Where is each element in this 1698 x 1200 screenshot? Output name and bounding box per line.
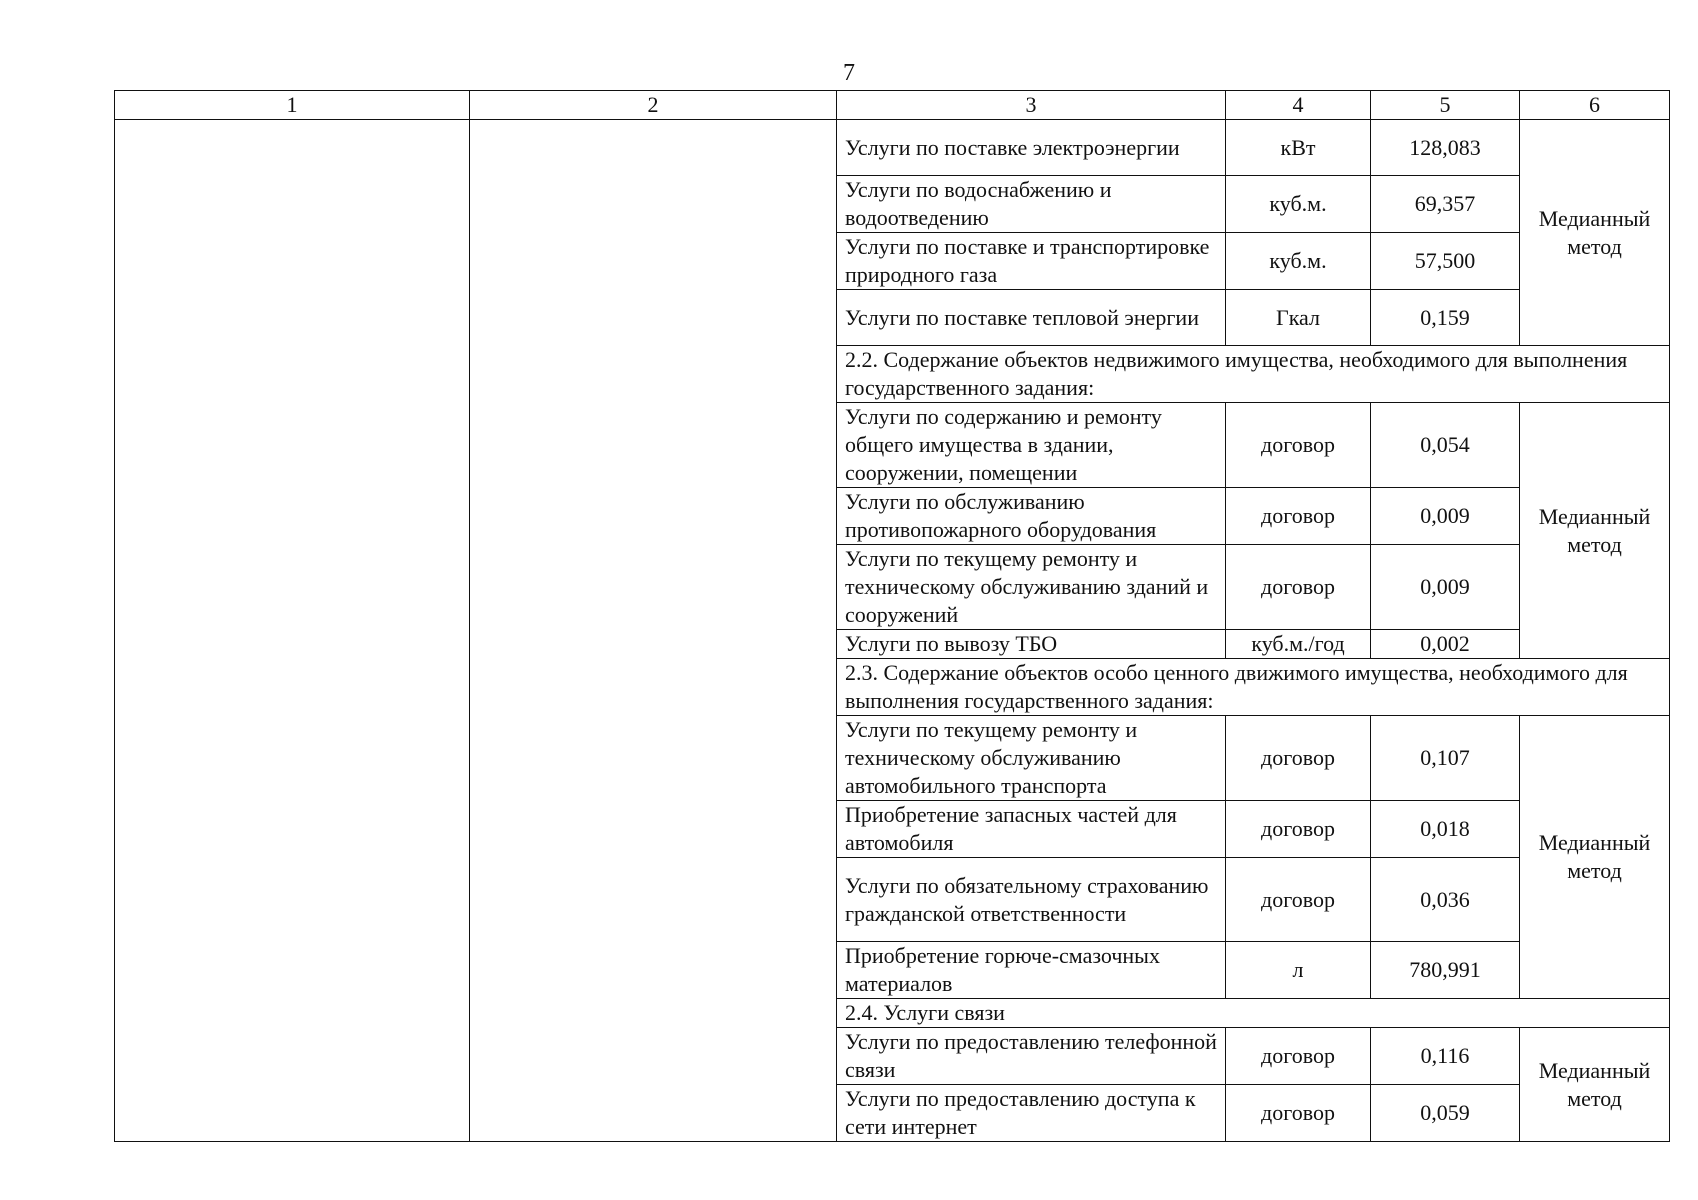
service-name: Приобретение горюче-смазочных материалов	[837, 942, 1226, 999]
unit-cell: договор	[1226, 545, 1371, 630]
value-cell: 0,036	[1371, 858, 1520, 942]
unit-cell: куб.м.	[1226, 176, 1371, 233]
column-header-5: 5	[1371, 91, 1520, 120]
column-1-cell	[115, 120, 470, 1142]
section-heading: 2.2. Содержание объектов недвижимого имущества, необходимого для выполнения государственного задания:	[837, 346, 1670, 403]
value-cell: 0,009	[1371, 488, 1520, 545]
service-name: Услуги по поставке электроэнергии	[837, 120, 1226, 176]
value-cell: 780,991	[1371, 942, 1520, 999]
column-header-3: 3	[837, 91, 1226, 120]
unit-cell: договор	[1226, 801, 1371, 858]
unit-cell: куб.м./год	[1226, 630, 1371, 659]
value-cell: 0,107	[1371, 716, 1520, 801]
column-header-6: 6	[1520, 91, 1670, 120]
unit-cell: кВт	[1226, 120, 1371, 176]
unit-cell: договор	[1226, 1085, 1371, 1142]
column-header-4: 4	[1226, 91, 1371, 120]
service-name: Услуги по текущему ремонту и техническому обслуживанию автомобильного транспорта	[837, 716, 1226, 801]
method-cell: Медианный метод	[1520, 1028, 1670, 1142]
service-name: Услуги по предоставлению телефонной связи	[837, 1028, 1226, 1085]
value-cell: 0,002	[1371, 630, 1520, 659]
value-cell: 0,018	[1371, 801, 1520, 858]
unit-cell: л	[1226, 942, 1371, 999]
method-cell: Медианный метод	[1520, 716, 1670, 999]
service-name: Услуги по вывозу ТБО	[837, 630, 1226, 659]
service-name: Услуги по поставке и транспортировке природного газа	[837, 233, 1226, 290]
norms-table	[114, 90, 1670, 1142]
value-cell: 128,083	[1371, 120, 1520, 176]
service-name: Услуги по обязательному страхованию гражданской ответственности	[837, 858, 1226, 942]
unit-cell: Гкал	[1226, 290, 1371, 346]
unit-cell: договор	[1226, 858, 1371, 942]
unit-cell: договор	[1226, 488, 1371, 545]
column-header-1: 1	[115, 91, 470, 120]
value-cell: 0,159	[1371, 290, 1520, 346]
service-name: Услуги по обслуживанию противопожарного оборудования	[837, 488, 1226, 545]
method-cell: Медианный метод	[1520, 120, 1670, 346]
section-heading: 2.3. Содержание объектов особо ценного движимого имущества, необходимого для выполнения государственного задания:	[837, 659, 1670, 716]
column-header-2: 2	[470, 91, 837, 120]
value-cell: 0,009	[1371, 545, 1520, 630]
service-name: Услуги по водоснабжению и водоотведению	[837, 176, 1226, 233]
table-header-row	[115, 91, 1670, 120]
service-name: Услуги по предоставлению доступа к сети интернет	[837, 1085, 1226, 1142]
service-name: Услуги по содержанию и ремонту общего имущества в здании, сооружении, помещении	[837, 403, 1226, 488]
column-2-cell	[470, 120, 837, 1142]
table-row	[115, 120, 1670, 176]
value-cell: 0,116	[1371, 1028, 1520, 1085]
service-name: Услуги по поставке тепловой энергии	[837, 290, 1226, 346]
unit-cell: договор	[1226, 1028, 1371, 1085]
unit-cell: договор	[1226, 403, 1371, 488]
unit-cell: договор	[1226, 716, 1371, 801]
unit-cell: куб.м.	[1226, 233, 1371, 290]
value-cell: 57,500	[1371, 233, 1520, 290]
value-cell: 69,357	[1371, 176, 1520, 233]
page-number: 7	[843, 60, 855, 86]
value-cell: 0,054	[1371, 403, 1520, 488]
service-name: Приобретение запасных частей для автомобиля	[837, 801, 1226, 858]
section-heading: 2.4. Услуги связи	[837, 999, 1670, 1028]
value-cell: 0,059	[1371, 1085, 1520, 1142]
method-cell: Медианный метод	[1520, 403, 1670, 659]
service-name: Услуги по текущему ремонту и техническому обслуживанию зданий и сооружений	[837, 545, 1226, 630]
